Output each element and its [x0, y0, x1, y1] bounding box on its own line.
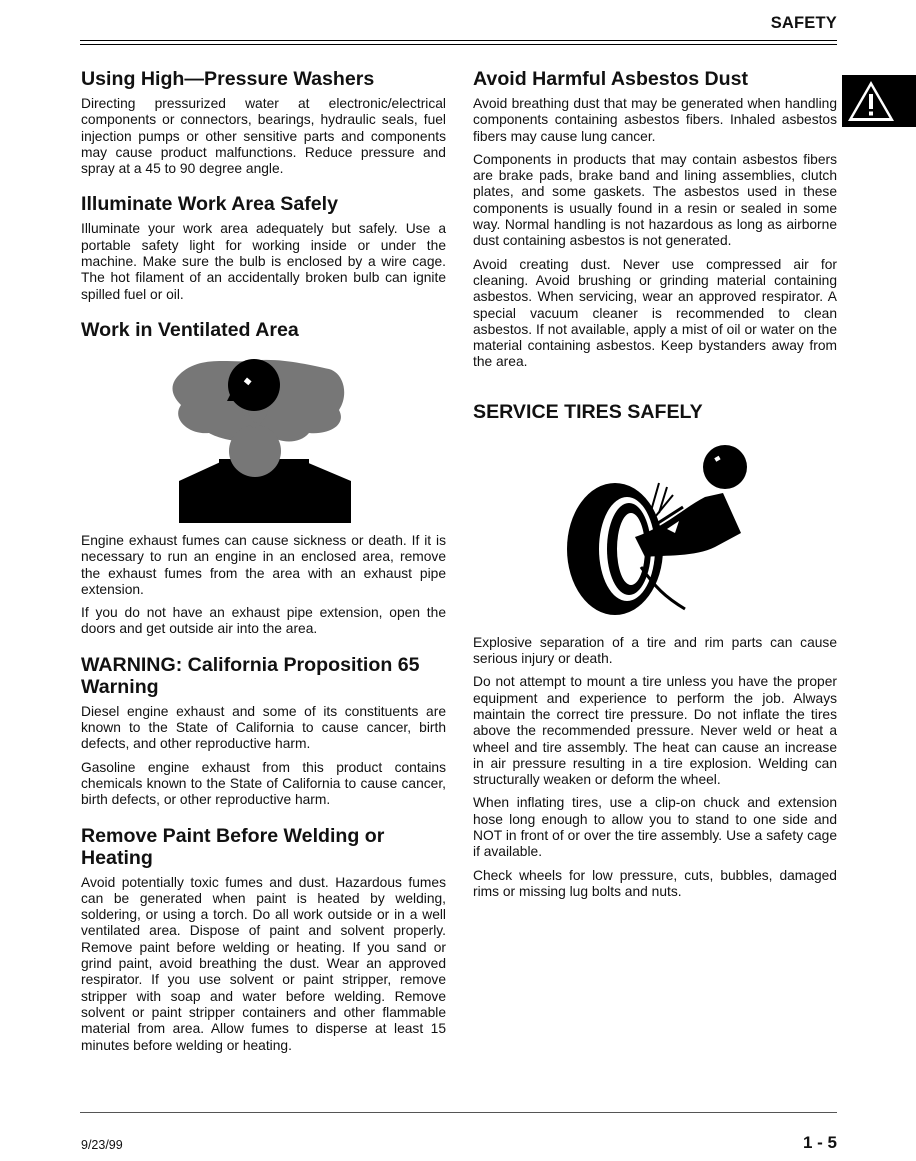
paragraph: Components in products that may contain asbestos fibers are brake pads, brake band and lining assemblies, clutch plates, and some gaskets. The asbestos used in these components is usually found in a resin or sealed in some way. Normal handling is not hazardous as long as airborne dust containing asbestos is not generated.: [473, 151, 837, 249]
section-tires: [473, 401, 837, 900]
paragraph: Avoid creating dust. Never use compressed air for cleaning. Avoid brushing or grinding material containing asbestos. When servicing, wear an approved respirator. A special vacuum cleaner is recommended to clean asbestos. If not available, apply a mist of oil or water on the material containing asbestos. Keep bystanders away from the area.: [473, 256, 837, 370]
header-rule: [80, 44, 837, 45]
page-number: 1 - 5: [802, 1133, 837, 1152]
section-title: WARNING: California Proposition 65 Warning: [81, 653, 420, 698]
header-rule: [80, 40, 837, 41]
ventilation-figure: [81, 355, 446, 523]
ventilation-hazard-icon: [169, 355, 359, 523]
section-header: SAFETY: [770, 14, 837, 32]
paragraph: Diesel engine exhaust and some of its constituents are known to the State of California to cause cancer, birth defects, and other reproductive harm.: [81, 703, 446, 752]
section-pressure-washers: [81, 68, 446, 177]
left-column: [81, 68, 446, 1070]
section-title: Illuminate Work Area Safely: [81, 193, 338, 216]
paragraph: Avoid breathing dust that may be generated when handling components containing asbestos fibers. Inhaled asbestos fibers may cause lung cancer.: [473, 96, 837, 144]
section-title: SERVICE TIRES SAFELY: [473, 400, 703, 423]
paragraph: When inflating tires, use a clip-on chuck and extension hose long enough to allow you to stand to one side and NOT in front of or over the tire assembly. Use a safety cage if available.: [473, 795, 837, 860]
paragraph: Avoid potentially toxic fumes and dust. Hazardous fumes can be generated when paint is heated by welding, soldering, or using a torch. Do all work outside or in a well ventilated area. Dispose of paint and solvent properly. Remove paint before welding or heating. If you sand or grind paint, avoid breathing the dust. Wear an approved respirator. If you use solvent or paint stripper, remove stripper with soap and water before welding. Remove solvent or paint stripper containers and other flammable material from area. Allow fumes to disperse at least 15 minutes before welding or heating.: [81, 874, 446, 1053]
section-asbestos: [473, 68, 837, 371]
section-prop65: [81, 654, 446, 809]
right-column: [473, 68, 837, 916]
section-title: Avoid Harmful Asbestos Dust: [473, 68, 749, 90]
section-paint-welding: [81, 825, 446, 1054]
warning-tab: [842, 75, 916, 127]
section-title: Remove Paint Before Welding or Heating: [81, 824, 385, 869]
paragraph: Gasoline engine exhaust from this product contains chemicals known to the State of California to cause cancer, birth defects, or other reproductive harm.: [81, 759, 446, 808]
tire-figure: [473, 437, 837, 617]
paragraph: Do not attempt to mount a tire unless you have the proper equipment and experience to perform the job. Always maintain the correct tire pressure. Do not inflate the tires above the recommended pressure. Never weld or heat a wheel and tire assembly. The heat can cause an increase in air pressure resulting in a tire explosion. Welding can structurally weaken or deform the wheel.: [473, 674, 837, 788]
paragraph: Check wheels for low pressure, cuts, bubbles, damaged rims or missing lug bolts and nuts.: [473, 867, 837, 899]
tire-explosion-icon: [555, 437, 755, 617]
paragraph: Engine exhaust fumes can cause sickness or death. If it is necessary to run an engine in an enclosed area, remove the exhaust fumes from the area with an exhaust pipe extension.: [81, 532, 446, 597]
paragraph: Directing pressurized water at electronic/electrical components or connectors, bearings, hydraulic seals, fuel injection pumps or other sensitive parts and components may cause product malfunctions. Reduce pressure and spray at a 45 to 90 degree angle.: [81, 96, 446, 177]
footer-date: 9/23/99: [81, 1138, 123, 1152]
section-ventilated: [81, 319, 446, 638]
footer-rule: [80, 1112, 837, 1113]
section-title: Work in Ventilated Area: [81, 318, 299, 341]
paragraph: Illuminate your work area adequately but safely. Use a portable safety light for working inside or under the machine. Make sure the bulb is enclosed by a wire cage. The hot filament of an accidentally broken bulb can ignite spilled fuel or oil.: [81, 221, 446, 302]
section-title: Using High—Pressure Washers: [81, 68, 375, 90]
warning-triangle-icon: [842, 75, 916, 127]
paragraph: If you do not have an exhaust pipe extension, open the doors and get outside air into the area.: [81, 605, 446, 637]
section-illuminate: [81, 193, 446, 302]
paragraph: Explosive separation of a tire and rim parts can cause serious injury or death.: [473, 634, 837, 667]
